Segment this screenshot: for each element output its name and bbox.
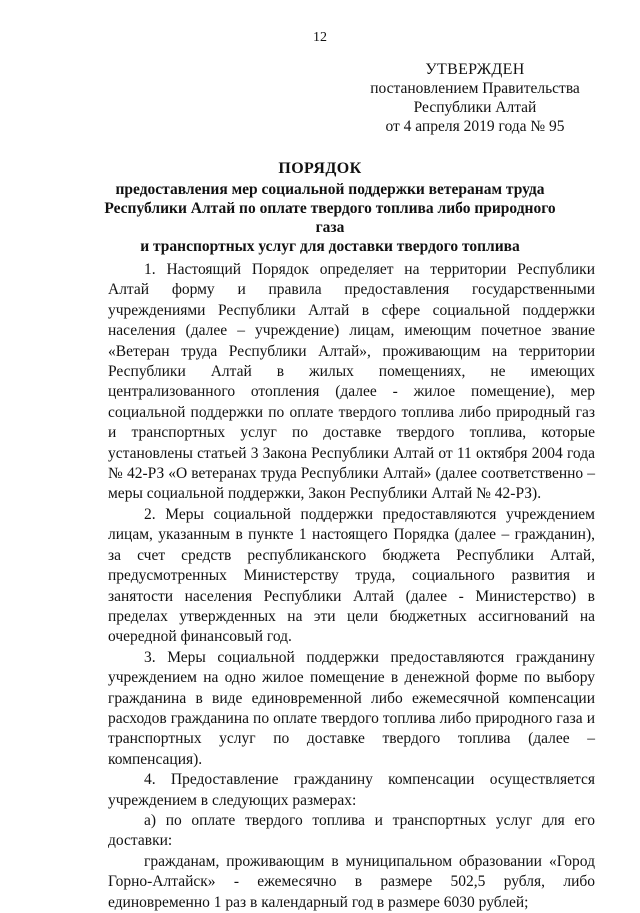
approval-line-2: Республики Алтай: [413, 99, 537, 116]
approval-line-1: постановлением Правительства: [370, 80, 580, 97]
document-subtitle: [90, 180, 570, 256]
paragraph-2: 2. Меры социальной поддержки предоставляются учреждением лицам, указанным в пункте 1 настоящего Порядка (далее – гражданин), за счет средств республиканского бюджета Республики Алтай, предусмотренных Министерству труда, социального развития и занятости населения Республики Алтай (далее - Министерство) в пределах утвержденных на эти цели бюджетных ассигнований на очередной финансовый год.: [108, 505, 595, 646]
approval-stamp: [345, 60, 605, 136]
paragraph-3: 3. Меры социальной поддержки предоставляются гражданину учреждением на одно жилое помещение в денежной форме по выбору гражданина в виде единовременной либо ежемесячной компенсации расходов гражданина по оплате твердого топлива либо природного газа и транспортных услуг по доставке твердого топлива (далее – компенсация).: [108, 648, 595, 768]
subtitle-line-1: предоставления мер социальной поддержки ветеранам труда: [115, 181, 545, 198]
approval-line-3: от 4 апреля 2019 года № 95: [385, 118, 565, 135]
paragraph-4a-gorno-altaysk: гражданам, проживающим в муниципальном образовании «Город Горно-Алтайск» - ежемесячно в размере 502,5 рубля, либо единовременно 1 раз в календарный год в размере 6030 рублей;: [108, 852, 595, 911]
approval-heading: УТВЕРЖДЕН: [425, 61, 525, 78]
paragraph-4a: а) по оплате твердого топлива и транспортных услуг для его доставки:: [108, 811, 595, 850]
page-number: 12: [313, 30, 327, 45]
subtitle-line-3: и транспортных услуг для доставки твердого топлива: [140, 238, 520, 255]
document-title: ПОРЯДОК: [278, 160, 362, 177]
subtitle-line-2: Республики Алтай по оплате твердого топлива либо природного газа: [104, 200, 556, 236]
document-body: [108, 260, 595, 913]
paragraph-1: 1. Настоящий Порядок определяет на территории Республики Алтай форму и правила предоставления государственными учреждениями Республики Алтай в сфере социальной поддержки населения (далее – учреждение) лицам, имеющим почетное звание «Ветеран труда Республики Алтай», проживающим на территории Республики Алтай в жилых помещениях, не имеющих централизованного отопления (далее - жилое помещение), мер социальной поддержки по оплате твердого топлива либо природный газ и транспортных услуг по доставке твердого топлива, которые установлены статьей 3 Закона Республики Алтай от 11 октября 2004 года № 42-РЗ «О ветеранах труда Республики Алтай» (далее соответственно – меры социальной поддержки, Закон Республики Алтай № 42-РЗ).: [108, 261, 595, 503]
paragraph-4: 4. Предоставление гражданину компенсации осуществляется учреждением в следующих размерах:: [108, 771, 595, 809]
